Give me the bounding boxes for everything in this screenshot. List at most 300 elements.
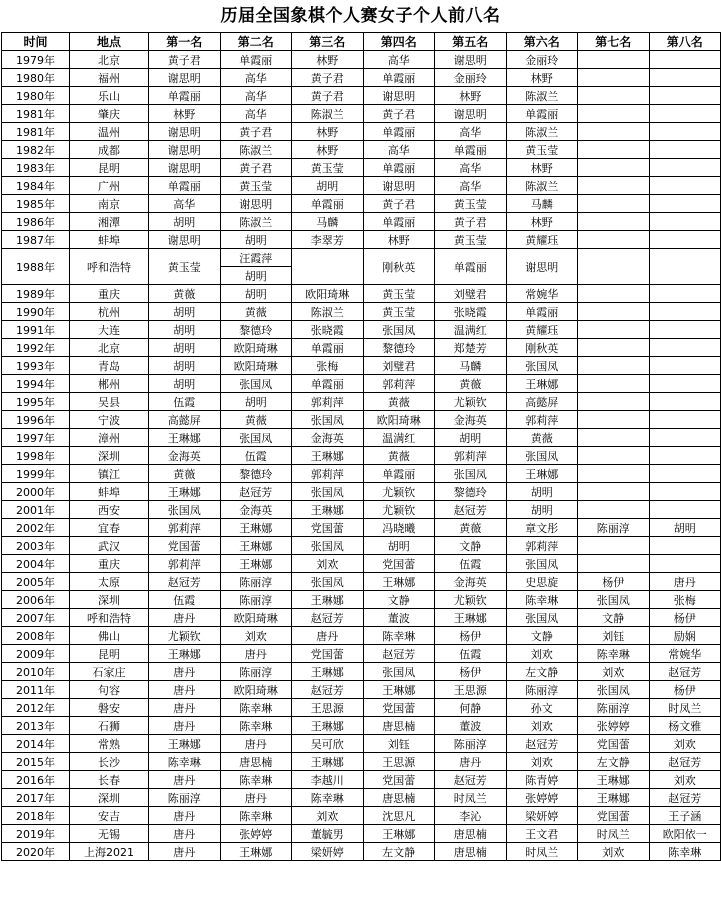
table-cell: 赵冠芳	[649, 753, 721, 771]
table-cell	[649, 483, 721, 501]
table-cell: 蚌埠	[70, 231, 149, 249]
header-cell-rank-7: 第七名	[578, 33, 650, 51]
table-cell: 唐丹	[149, 717, 221, 735]
table-cell: 杨伊	[578, 573, 650, 591]
table-cell	[578, 231, 650, 249]
table-cell: 谢思明	[435, 51, 507, 69]
table-cell: 伍霞	[220, 447, 292, 465]
table-row	[2, 105, 721, 123]
table-row	[2, 843, 721, 861]
table-cell: 陈丽淳	[149, 789, 221, 807]
table-cell: 谢思明	[149, 141, 221, 159]
table-cell	[649, 141, 721, 159]
table-cell: 党国蕾	[363, 699, 435, 717]
table-cell: 吴可欣	[292, 735, 364, 753]
table-cell: 沈思凡	[363, 807, 435, 825]
table-cell: 宁波	[70, 411, 149, 429]
table-cell: 高华	[220, 105, 292, 123]
table-cell: 2008年	[2, 627, 70, 645]
table-cell: 王琳娜	[363, 681, 435, 699]
table-cell: 唐思楠	[363, 717, 435, 735]
table-cell: 欧阳琦琳	[363, 411, 435, 429]
table-cell: 王琳娜	[506, 375, 578, 393]
table-cell: 谢思明	[435, 105, 507, 123]
table-cell: 1983年	[2, 159, 70, 177]
table-cell: 陈淑兰	[220, 141, 292, 159]
table-cell: 欧阳琦琳	[220, 609, 292, 627]
table-cell: 黄耀珏	[506, 231, 578, 249]
table-cell: 赵冠芳	[435, 501, 507, 519]
table-cell: 尤颖钦	[363, 483, 435, 501]
table-cell: 单霞丽	[435, 249, 507, 285]
table-cell: 杨伊	[649, 681, 721, 699]
table-cell: 张梅	[292, 357, 364, 375]
table-cell: 刘钰	[578, 627, 650, 645]
table-cell: 陈淑兰	[292, 303, 364, 321]
table-cell: 1989年	[2, 285, 70, 303]
table-cell: 陈丽淳	[435, 735, 507, 753]
table-cell	[578, 105, 650, 123]
table-cell: 王琳娜	[292, 447, 364, 465]
table-cell: 1998年	[2, 447, 70, 465]
table-cell: 大连	[70, 321, 149, 339]
table-cell: 马麟	[506, 195, 578, 213]
table-cell: 重庆	[70, 285, 149, 303]
table-cell: 伍霞	[149, 393, 221, 411]
table-cell: 郭莉萍	[149, 555, 221, 573]
table-cell: 南京	[70, 195, 149, 213]
table-cell: 单霞丽	[506, 105, 578, 123]
table-cell: 黎德玲	[363, 339, 435, 357]
table-cell: 肇庆	[70, 105, 149, 123]
table-cell	[578, 195, 650, 213]
table-cell: 单霞丽	[363, 465, 435, 483]
table-cell: 赵冠芳	[506, 735, 578, 753]
table-cell: 王文君	[506, 825, 578, 843]
table-cell: 胡明	[220, 267, 292, 285]
table-cell: 刘欢	[506, 645, 578, 663]
table-cell: 王思源	[435, 681, 507, 699]
table-cell: 王琳娜	[292, 591, 364, 609]
table-cell: 无锡	[70, 825, 149, 843]
table-cell: 蚌埠	[70, 483, 149, 501]
table-cell	[578, 87, 650, 105]
table-cell: 金丽玲	[506, 51, 578, 69]
table-row	[2, 393, 721, 411]
table-cell: 2001年	[2, 501, 70, 519]
table-cell: 黄玉莹	[435, 231, 507, 249]
table-cell: 党国蕾	[292, 645, 364, 663]
table-cell: 郭莉萍	[506, 411, 578, 429]
table-cell	[578, 69, 650, 87]
table-cell: 张国凤	[506, 447, 578, 465]
table-cell: 陈淑兰	[292, 105, 364, 123]
table-cell: 呼和浩特	[70, 249, 149, 285]
table-cell: 赵冠芳	[649, 663, 721, 681]
table-cell: 1993年	[2, 357, 70, 375]
table-cell: 王琳娜	[149, 429, 221, 447]
table-cell	[649, 303, 721, 321]
table-cell: 黄薇	[220, 411, 292, 429]
header-cell-rank-3: 第三名	[292, 33, 364, 51]
table-row	[2, 717, 721, 735]
table-cell: 黄玉莹	[220, 177, 292, 195]
table-cell: 郭莉萍	[363, 375, 435, 393]
table-cell: 时凤兰	[506, 843, 578, 861]
table-cell: 金海英	[292, 429, 364, 447]
table-cell: 刘璧君	[435, 285, 507, 303]
table-row	[2, 87, 721, 105]
table-cell: 武汉	[70, 537, 149, 555]
table-row	[2, 825, 721, 843]
table-cell	[649, 213, 721, 231]
table-cell	[649, 123, 721, 141]
table-cell: 张国凤	[578, 591, 650, 609]
table-row	[2, 645, 721, 663]
table-row	[2, 357, 721, 375]
table-cell: 王琳娜	[292, 501, 364, 519]
table-cell: 梁妍婷	[292, 843, 364, 861]
table-cell: 王琳娜	[363, 573, 435, 591]
table-cell: 石狮	[70, 717, 149, 735]
table-cell: 张婷婷	[506, 789, 578, 807]
table-cell: 深圳	[70, 447, 149, 465]
table-cell	[578, 393, 650, 411]
table-cell: 福州	[70, 69, 149, 87]
table-cell: 王琳娜	[292, 717, 364, 735]
table-cell: 郑楚芳	[435, 339, 507, 357]
table-cell: 陈幸琳	[578, 645, 650, 663]
header-cell-location: 地点	[70, 33, 149, 51]
table-cell: 高华	[435, 159, 507, 177]
table-cell: 2002年	[2, 519, 70, 537]
table-cell: 唐思楠	[435, 843, 507, 861]
table-cell: 赵冠芳	[220, 483, 292, 501]
table-cell: 林野	[506, 159, 578, 177]
table-cell: 黄薇	[220, 303, 292, 321]
table-cell	[649, 393, 721, 411]
table-cell	[649, 429, 721, 447]
table-cell: 谢思明	[149, 159, 221, 177]
table-cell: 1985年	[2, 195, 70, 213]
table-cell: 张国凤	[578, 681, 650, 699]
table-cell	[649, 69, 721, 87]
table-cell: 2019年	[2, 825, 70, 843]
table-cell: 呼和浩特	[70, 609, 149, 627]
table-cell: 长沙	[70, 753, 149, 771]
table-cell: 金海英	[220, 501, 292, 519]
table-cell: 1990年	[2, 303, 70, 321]
table-cell: 1981年	[2, 123, 70, 141]
table-cell: 黄薇	[435, 375, 507, 393]
table-cell: 唐思楠	[220, 753, 292, 771]
table-row	[2, 195, 721, 213]
table-cell	[578, 141, 650, 159]
table-cell: 2013年	[2, 717, 70, 735]
table-cell: 黄薇	[363, 447, 435, 465]
table-cell: 谢思明	[363, 87, 435, 105]
table-cell	[578, 429, 650, 447]
table-cell: 林野	[506, 213, 578, 231]
table-cell: 杭州	[70, 303, 149, 321]
table-cell: 单霞丽	[292, 375, 364, 393]
table-cell: 胡明	[149, 321, 221, 339]
table-row	[2, 699, 721, 717]
table-cell: 金海英	[435, 573, 507, 591]
table-cell: 单霞丽	[363, 123, 435, 141]
table-cell: 左文静	[363, 843, 435, 861]
table-cell: 1988年	[2, 249, 70, 285]
table-cell: 李越川	[292, 771, 364, 789]
table-cell	[578, 375, 650, 393]
table-row	[2, 807, 721, 825]
table-cell: 文静	[506, 627, 578, 645]
table-cell	[578, 177, 650, 195]
table-cell: 单霞丽	[363, 213, 435, 231]
table-cell: 杨伊	[649, 609, 721, 627]
table-cell: 谢思明	[363, 177, 435, 195]
table-cell: 单霞丽	[149, 87, 221, 105]
table-cell	[578, 537, 650, 555]
table-cell: 张国凤	[506, 609, 578, 627]
table-cell	[578, 159, 650, 177]
table-cell: 胡明	[149, 339, 221, 357]
table-cell	[578, 555, 650, 573]
table-cell: 王琳娜	[578, 789, 650, 807]
table-cell: 高华	[363, 141, 435, 159]
table-cell: 黎德玲	[220, 321, 292, 339]
table-cell: 郴州	[70, 375, 149, 393]
table-cell: 青岛	[70, 357, 149, 375]
table-cell: 王琳娜	[220, 843, 292, 861]
table-cell: 王琳娜	[220, 519, 292, 537]
table-cell: 谢思明	[149, 231, 221, 249]
table-cell: 金海英	[435, 411, 507, 429]
table-cell: 赵冠芳	[149, 573, 221, 591]
table-cell: 胡明	[363, 537, 435, 555]
table-cell: 陈幸琳	[220, 699, 292, 717]
table-cell: 时凤兰	[435, 789, 507, 807]
table-cell: 1999年	[2, 465, 70, 483]
table-cell: 梁妍婷	[506, 807, 578, 825]
table-cell	[578, 411, 650, 429]
table-row	[2, 375, 721, 393]
table-cell	[578, 123, 650, 141]
table-cell: 刘欢	[292, 807, 364, 825]
table-row	[2, 411, 721, 429]
table-cell: 成都	[70, 141, 149, 159]
table-body	[2, 51, 721, 861]
table-cell: 1996年	[2, 411, 70, 429]
table-cell: 上海2021	[70, 843, 149, 861]
table-cell: 深圳	[70, 789, 149, 807]
table-cell: 胡明	[292, 177, 364, 195]
table-cell: 王琳娜	[220, 537, 292, 555]
table-row	[2, 159, 721, 177]
table-cell: 深圳	[70, 591, 149, 609]
table-cell: 董波	[435, 717, 507, 735]
table-row	[2, 609, 721, 627]
table-cell: 1979年	[2, 51, 70, 69]
table-cell: 单霞丽	[220, 51, 292, 69]
table-cell: 欧阳琦琳	[220, 357, 292, 375]
table-cell: 刘欢	[649, 771, 721, 789]
header-cell-rank-2: 第二名	[220, 33, 292, 51]
table-cell: 王琳娜	[149, 483, 221, 501]
table-row	[2, 627, 721, 645]
table-cell: 2014年	[2, 735, 70, 753]
table-cell: 欧阳依一	[649, 825, 721, 843]
table-row	[2, 429, 721, 447]
table-cell	[578, 321, 650, 339]
table-cell: 王琳娜	[506, 465, 578, 483]
table-cell: 陈幸琳	[220, 807, 292, 825]
table-cell: 黄子君	[292, 87, 364, 105]
table-cell	[649, 357, 721, 375]
table-cell: 唐思楠	[435, 825, 507, 843]
table-cell: 张晓霞	[292, 321, 364, 339]
table-cell: 赵冠芳	[292, 609, 364, 627]
table-cell: 张国凤	[292, 537, 364, 555]
table-cell: 黄子君	[149, 51, 221, 69]
table-cell: 北京	[70, 51, 149, 69]
table-row	[2, 249, 721, 267]
table-row	[2, 465, 721, 483]
table-cell: 胡明	[506, 483, 578, 501]
table-cell: 伍霞	[435, 645, 507, 663]
table-row	[2, 303, 721, 321]
table-row	[2, 141, 721, 159]
results-table	[1, 32, 721, 861]
table-cell: 张国凤	[220, 429, 292, 447]
table-cell	[649, 339, 721, 357]
table-cell: 1997年	[2, 429, 70, 447]
table-cell: 陈淑兰	[506, 177, 578, 195]
table-cell: 唐丹	[149, 681, 221, 699]
table-cell: 陈丽淳	[578, 519, 650, 537]
table-cell: 黎德玲	[435, 483, 507, 501]
table-cell: 胡明	[149, 303, 221, 321]
header-cell-rank-5: 第五名	[435, 33, 507, 51]
table-cell: 林野	[292, 123, 364, 141]
table-cell: 孙文	[506, 699, 578, 717]
table-cell: 刘欢	[292, 555, 364, 573]
table-cell: 张国凤	[506, 357, 578, 375]
table-cell: 董毓男	[292, 825, 364, 843]
table-cell: 杨伊	[435, 663, 507, 681]
table-cell: 高华	[220, 87, 292, 105]
header-cell-rank-8: 第八名	[649, 33, 721, 51]
table-cell: 胡明	[435, 429, 507, 447]
table-cell: 胡明	[149, 357, 221, 375]
table-cell	[649, 285, 721, 303]
table-row	[2, 177, 721, 195]
table-cell	[649, 501, 721, 519]
table-cell: 林野	[506, 69, 578, 87]
table-cell: 党国蕾	[363, 555, 435, 573]
table-cell: 乐山	[70, 87, 149, 105]
table-cell: 单霞丽	[435, 141, 507, 159]
table-cell: 2011年	[2, 681, 70, 699]
table-row	[2, 555, 721, 573]
table-cell: 太原	[70, 573, 149, 591]
table-cell: 广州	[70, 177, 149, 195]
table-cell: 欧阳琦琳	[292, 285, 364, 303]
table-cell: 句容	[70, 681, 149, 699]
table-cell: 史思旋	[506, 573, 578, 591]
table-cell: 陈丽淳	[220, 663, 292, 681]
table-row	[2, 591, 721, 609]
table-cell: 黄薇	[149, 465, 221, 483]
table-cell: 尤颖钦	[149, 627, 221, 645]
table-cell: 党国蕾	[363, 771, 435, 789]
table-cell: 尤颖钦	[363, 501, 435, 519]
table-cell	[649, 249, 721, 285]
table-cell: 刘钰	[363, 735, 435, 753]
table-cell: 张婷婷	[578, 717, 650, 735]
table-cell: 时凤兰	[578, 825, 650, 843]
table-cell: 张国凤	[292, 573, 364, 591]
table-cell: 唐丹	[220, 645, 292, 663]
table-cell: 单霞丽	[149, 177, 221, 195]
table-cell: 高华	[149, 195, 221, 213]
table-cell: 赵冠芳	[292, 681, 364, 699]
table-cell: 李沁	[435, 807, 507, 825]
table-cell: 1981年	[2, 105, 70, 123]
table-cell: 王琳娜	[292, 663, 364, 681]
table-cell: 2005年	[2, 573, 70, 591]
table-cell: 温满红	[435, 321, 507, 339]
table-cell: 刘欢	[578, 843, 650, 861]
table-cell: 李翠芳	[292, 231, 364, 249]
table-cell: 昆明	[70, 645, 149, 663]
table-cell: 唐丹	[149, 771, 221, 789]
table-row	[2, 663, 721, 681]
table-cell	[649, 447, 721, 465]
table-cell: 黄耀珏	[506, 321, 578, 339]
table-cell: 胡明	[220, 285, 292, 303]
table-cell: 张国凤	[506, 555, 578, 573]
table-cell: 1991年	[2, 321, 70, 339]
table-cell: 黄玉莹	[435, 195, 507, 213]
table-row	[2, 681, 721, 699]
table-cell: 单霞丽	[292, 339, 364, 357]
table-row	[2, 339, 721, 357]
table-cell: 胡明	[506, 501, 578, 519]
table-cell: 陈幸琳	[149, 753, 221, 771]
table-cell: 唐丹	[149, 699, 221, 717]
table-cell: 章文彤	[506, 519, 578, 537]
table-row	[2, 519, 721, 537]
table-cell: 单霞丽	[363, 69, 435, 87]
table-cell: 黄薇	[149, 285, 221, 303]
table-cell: 黄玉莹	[149, 249, 221, 285]
table-cell: 郭莉萍	[292, 393, 364, 411]
table-cell: 王思源	[292, 699, 364, 717]
table-cell: 1992年	[2, 339, 70, 357]
table-cell	[578, 51, 650, 69]
table-cell: 2010年	[2, 663, 70, 681]
table-cell: 欧阳琦琳	[220, 681, 292, 699]
table-cell: 唐丹	[149, 807, 221, 825]
table-cell: 王琳娜	[149, 645, 221, 663]
table-cell: 张国凤	[220, 375, 292, 393]
table-cell: 陈丽淳	[220, 591, 292, 609]
table-cell: 马麟	[292, 213, 364, 231]
table-cell: 刘欢	[578, 663, 650, 681]
table-cell	[578, 465, 650, 483]
table-row	[2, 321, 721, 339]
